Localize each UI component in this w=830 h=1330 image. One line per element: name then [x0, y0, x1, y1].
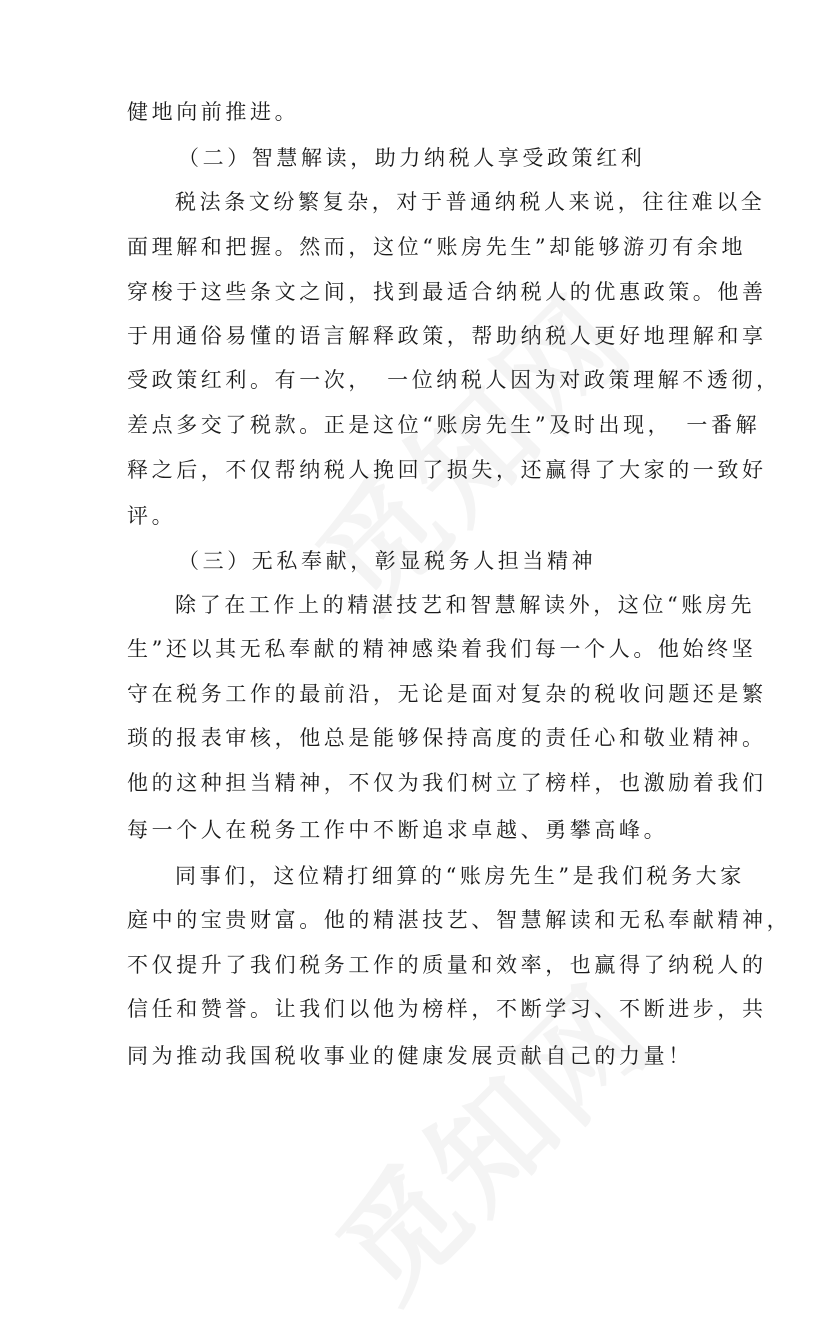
body-line: 健地向前推进。	[127, 100, 300, 124]
body-line: 税法条文纷繁复杂，对于普通纳税人来说，往往难以全	[175, 190, 766, 214]
body-line: 评。	[127, 504, 177, 528]
body-line: 同事们，这位精打细算的“账房先生”是我们税务大家	[175, 864, 745, 888]
body-line: 穿梭于这些条文之间，找到最适合纳税人的优惠政策。他善	[127, 280, 767, 304]
body-line: 每一个人在税务工作中不断追求卓越、勇攀高峰。	[127, 818, 669, 842]
body-line: 于用通俗易懂的语言解释政策，帮助纳税人更好地理解和享	[127, 324, 767, 348]
body-line: 信任和赞誉。让我们以他为榜样，不断学习、不断进步，共	[127, 997, 767, 1021]
body-line: 差点多交了税款。正是这位“账房先生”及时出现， 一番解	[127, 413, 761, 437]
body-line: 琐的报表审核，他总是能够保持高度的责任心和敬业精神。	[127, 726, 767, 750]
watermark	[275, 252, 664, 641]
body-line: 生”还以其无私奉献的精神感染着我们每一个人。他始终坚	[127, 637, 757, 661]
body-line: 释之后，不仅帮纳税人挽回了损失，还赢得了大家的一致好	[127, 458, 767, 482]
body-line: 不仅提升了我们税务工作的质量和效率，也赢得了纳税人的	[127, 953, 767, 977]
body-line: 守在税务工作的最前沿，无论是面对复杂的税收问题还是繁	[127, 682, 767, 706]
body-line: 庭中的宝贵财富。他的精湛技艺、智慧解读和无私奉献精神，	[127, 908, 792, 932]
body-line: 他的这种担当精神，不仅为我们树立了榜样，也激励着我们	[127, 771, 767, 795]
section-heading: （三）无私奉献，彰显税务人担当精神	[178, 549, 597, 573]
body-line: 受政策红利。有一次， 一位纳税人因为对政策理解不透彻，	[127, 368, 781, 392]
body-line: 面理解和把握。然而，这位“账房先生”却能够游刃有余地	[127, 235, 747, 259]
body-line: 除了在工作上的精湛技艺和智慧解读外，这位“账房先	[175, 593, 756, 617]
body-line: 同为推动我国税收事业的健康发展贡献自己的力量！	[127, 1044, 693, 1068]
section-heading: （二）智慧解读，助力纳税人享受政策红利	[178, 146, 646, 170]
